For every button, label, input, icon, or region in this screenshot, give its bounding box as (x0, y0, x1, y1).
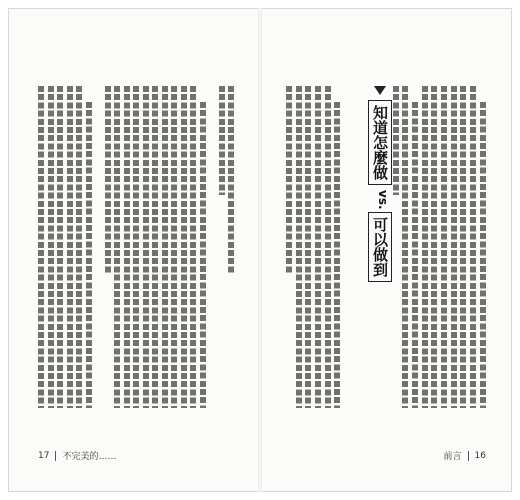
text-column (431, 86, 437, 408)
text-column (57, 86, 63, 408)
text-column (441, 86, 447, 408)
text-column (143, 86, 149, 408)
text-column (124, 86, 130, 408)
page-number: 17 (38, 450, 50, 461)
left-page-folio (38, 449, 116, 462)
paragraph-gap (95, 86, 101, 408)
text-column (470, 86, 476, 408)
heading-gap (344, 86, 350, 408)
text-column (133, 86, 139, 408)
text-column (286, 86, 292, 273)
text-column (190, 86, 196, 408)
left-page-text-block (38, 86, 234, 408)
text-column (412, 102, 418, 408)
text-column (228, 86, 234, 273)
text-column (152, 86, 158, 408)
right-page-folio (444, 449, 486, 462)
folio-divider (55, 451, 56, 461)
heading-versus: vs. (376, 190, 390, 210)
heading-box-a: 知道怎麼做 (368, 100, 392, 185)
text-column (334, 102, 340, 408)
right-page (260, 8, 512, 492)
page-number: 16 (474, 450, 486, 461)
text-column (296, 86, 302, 408)
text-column (171, 86, 177, 408)
text-column (325, 86, 331, 408)
text-column (38, 86, 44, 408)
text-column (422, 86, 428, 408)
text-column (181, 86, 187, 408)
text-column (305, 86, 311, 408)
heading-box-b: 可以做到 (368, 212, 392, 282)
text-column (315, 86, 321, 408)
text-column (219, 86, 225, 195)
text-column (480, 102, 486, 408)
section-heading (352, 86, 412, 408)
text-column (451, 86, 457, 408)
text-column (460, 86, 466, 408)
text-column (114, 86, 120, 408)
running-head: 前言 (443, 452, 462, 462)
text-column (105, 86, 111, 273)
text-column (48, 86, 54, 408)
heading-marker-icon (374, 86, 386, 95)
text-column (200, 102, 206, 408)
folio-divider (468, 451, 469, 461)
text-column (162, 86, 168, 408)
book-spread (8, 8, 512, 492)
left-page (8, 8, 260, 492)
text-column (67, 86, 73, 408)
running-head: 不完美的…… (62, 452, 117, 462)
text-column (76, 86, 82, 408)
paragraph-gap (209, 86, 215, 408)
text-column (86, 102, 92, 408)
